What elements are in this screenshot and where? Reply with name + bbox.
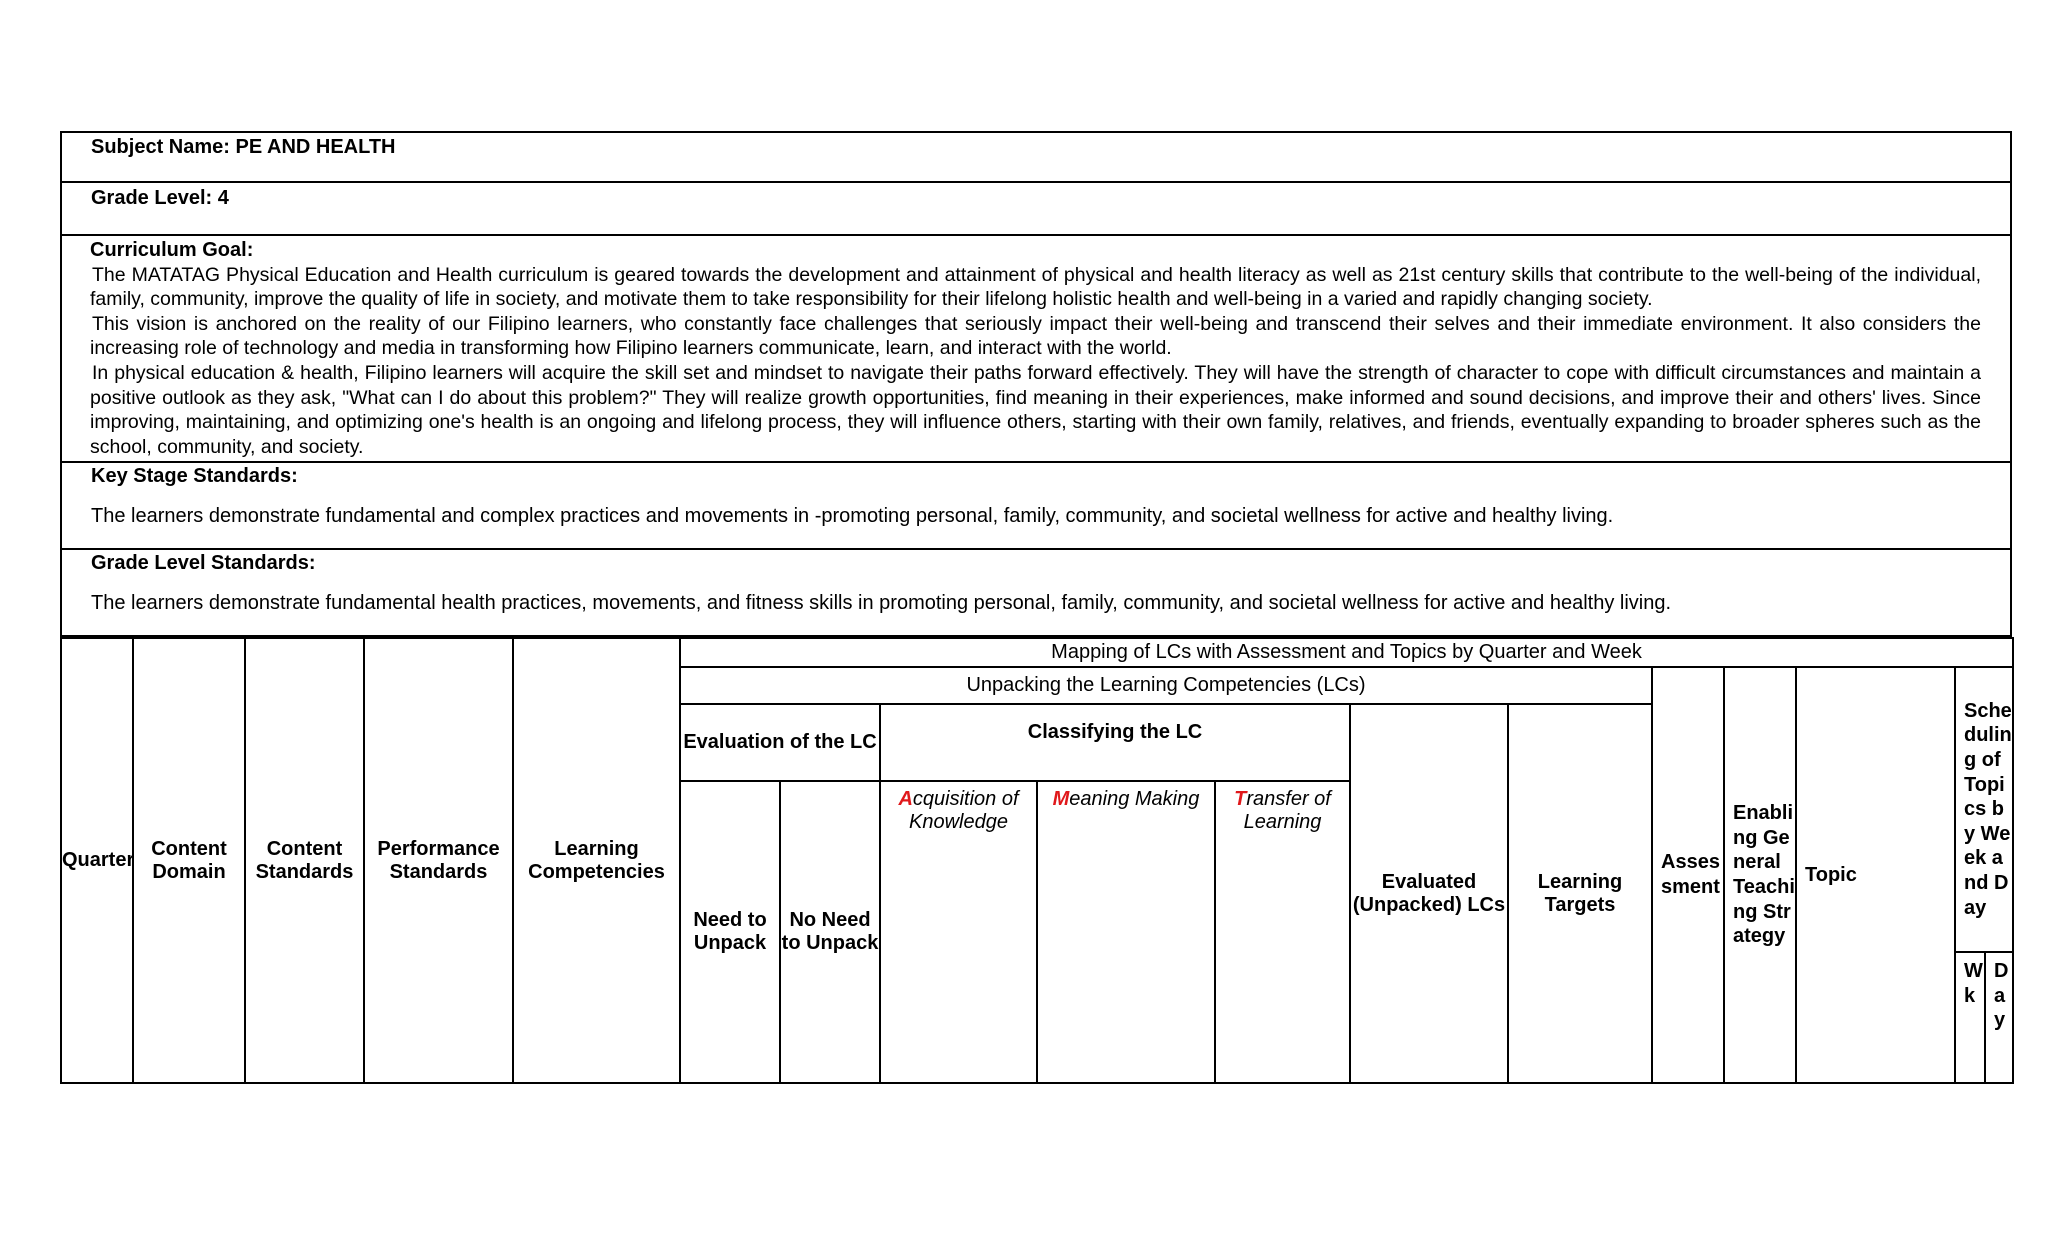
evaluation-header: Evaluation of the LC: [680, 704, 880, 781]
need-to-unpack-header: Need to Unpack: [680, 781, 780, 1083]
enabling-strategy-header: Enabling General Teaching Strategy: [1724, 667, 1796, 1083]
curriculum-goal-paragraph: The MATATAG Physical Education and Health curriculum is geared towards the development and attainment of physical and health literacy as well as 21st century skills that contribute to the well-being of the individual, family, community, improve the quality of life in society, and motivate them to take responsibility for their lifelong holistic health and well-being in a varied and rapidly changing society.: [90, 263, 1981, 311]
meaning-header: [1037, 781, 1215, 1083]
evaluated-lcs-header: Evaluated (Unpacked) LCs: [1350, 704, 1508, 1083]
curriculum-goal-paragraph: In physical education & health, Filipino learners will acquire the skill set and mindset to navigate their paths forward effectively. They will have the strength of character to cope with difficult circumstances and maintain a positive outlook as they ask, "What can I do about this problem?" They will realize growth opportunities, find meaning in their experiences, make informed and sound decisions, and improve their and others' lives. Since improving, maintaining, and optimizing one's health is an ongoing and lifelong process, they will influence others, starting with their own family, relatives, and friends, eventually expanding to broader spheres such as the school, community, and society.: [90, 361, 1981, 458]
learning-competencies-header: Learning Competencies: [513, 638, 680, 1083]
key-stage-standards-section: [62, 463, 2010, 550]
grade-level-standards-text: The learners demonstrate fundamental health practices, movements, and fitness skills in promoting personal, family, community, and societal wellness for active and healthy living.: [91, 592, 1672, 614]
content-domain-header: Content Domain: [133, 638, 245, 1083]
key-stage-standards-text: The learners demonstrate fundamental and complex practices and movements in -promoting personal, family, community, and societal wellness for active and healthy living.: [91, 505, 1614, 527]
lc-mapping-table: [60, 637, 2014, 1084]
curriculum-goal-heading: Curriculum Goal:: [90, 239, 254, 261]
grade-level-standards-section: [62, 550, 2010, 637]
subject-name-value: PE AND HEALTH: [235, 136, 396, 158]
acquisition-header: [880, 781, 1037, 1083]
day-header: Day: [1985, 952, 2013, 1083]
scheduling-header: Scheduling of Topics by Week and Day: [1955, 667, 2013, 952]
subject-name-row: [62, 133, 2010, 183]
no-need-to-unpack-header: No Need to Unpack: [780, 781, 880, 1083]
transfer-initial: T: [1234, 788, 1247, 810]
quarter-header: Quarter: [61, 638, 133, 1083]
mapping-header: Mapping of LCs with Assessment and Topics by Quarter and Week: [680, 638, 2013, 667]
learning-targets-header: Learning Targets: [1508, 704, 1652, 1083]
transfer-header: [1215, 781, 1350, 1083]
acquisition-text: cquisition of Knowledge: [909, 788, 1019, 833]
performance-standards-header: Performance Standards: [364, 638, 513, 1083]
meaning-text: eaning Making: [1069, 788, 1200, 810]
curriculum-goal-paragraph: This vision is anchored on the reality of our Filipino learners, who constantly face challenges that seriously impact their well-being and transcend their selves and their immediate environment. It also considers the increasing role of technology and media in transforming how Filipino learners communicate, learn, and interact with the world.: [90, 312, 1981, 360]
acquisition-initial: A: [898, 788, 913, 810]
meaning-initial: M: [1052, 788, 1070, 810]
grade-level-row: [62, 183, 2010, 236]
week-header: Wk: [1955, 952, 1985, 1083]
content-standards-header: Content Standards: [245, 638, 364, 1083]
grade-level-value: 4: [217, 187, 229, 209]
topic-header: Topic: [1796, 667, 1955, 1083]
curriculum-guide-document: [60, 131, 2012, 1084]
unpacking-header: Unpacking the Learning Competencies (LCs): [680, 667, 1652, 704]
key-stage-standards-heading: Key Stage Standards:: [91, 465, 298, 487]
header-box: [60, 131, 2012, 637]
transfer-text: ransfer of Learning: [1243, 788, 1331, 833]
assessment-header: Assessment: [1652, 667, 1724, 1083]
grade-level-label: Grade Level:: [91, 187, 213, 209]
curriculum-goal-section: [62, 236, 2010, 463]
subject-name-label: Subject Name:: [91, 136, 230, 158]
classifying-header: Classifying the LC: [880, 704, 1350, 781]
grade-level-standards-heading: Grade Level Standards:: [91, 552, 316, 574]
